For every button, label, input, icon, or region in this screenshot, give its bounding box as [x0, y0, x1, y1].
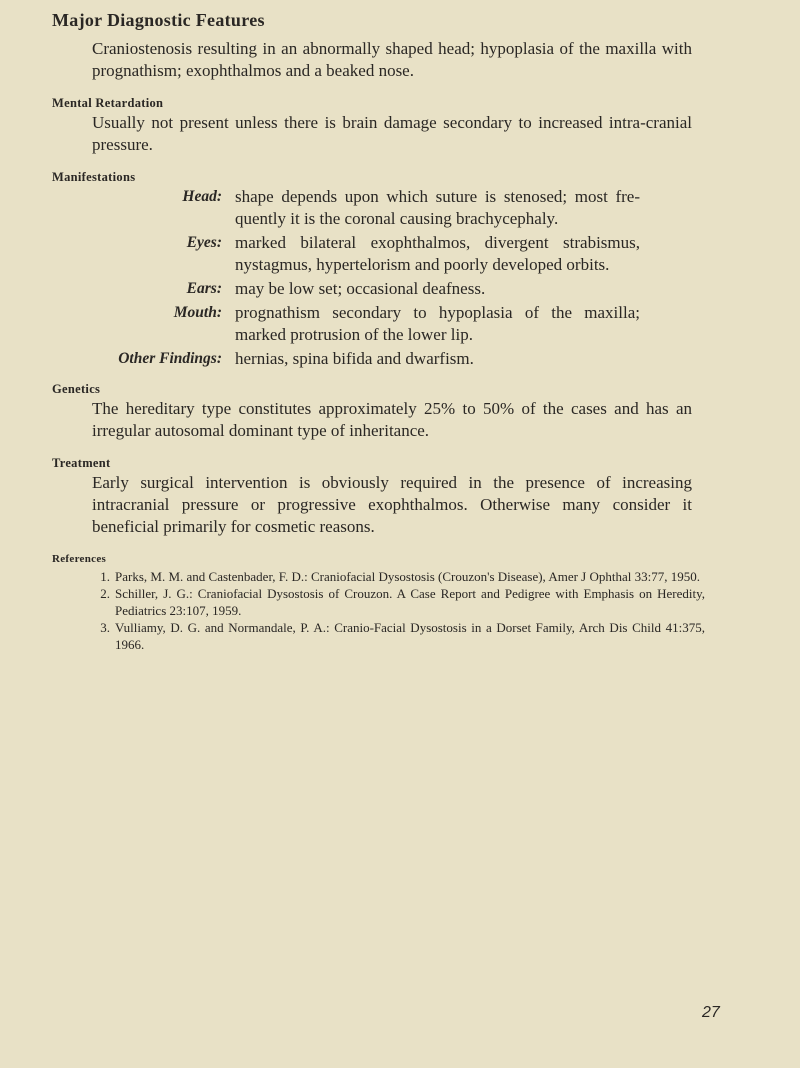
- manifestation-label: Eyes:: [186, 234, 222, 251]
- manifestation-mouth: [52, 302, 752, 346]
- manifestation-label: Other Findings:: [118, 350, 222, 367]
- manifestation-text: prognathism secondary to hypoplasia of the maxilla; marked protrusion of the lower lip.: [235, 303, 640, 344]
- reference-number: 2.: [100, 586, 110, 601]
- genetics-heading: Genetics: [52, 382, 101, 396]
- treatment-heading: Treatment: [52, 456, 111, 470]
- manifestation-label: Head:: [182, 188, 222, 205]
- manifestation-eyes: [52, 232, 752, 276]
- treatment-text: Early surgical intervention is obviously required in the presence of increasing intracranial pressure or progressive exophthalmos. Otherwise many consider it beneficial primarily for cosmetic reasons.: [92, 473, 692, 536]
- reference-number: 3.: [100, 620, 110, 635]
- manifestation-other: [52, 348, 752, 370]
- major-features-text: Craniostenosis resulting in an abnormally shaped head; hypoplasia of the maxilla with prognathism; exophthalmos and a beaked nose.: [92, 39, 692, 80]
- reference-text: Parks, M. M. and Castenbader, F. D.: Craniofacial Dysostosis (Crouzon's Disease), Amer J Ophthal 33:77, 1950.: [115, 569, 700, 584]
- mental-retardation-heading: Mental Retardation: [52, 96, 164, 110]
- reference-text: Vulliamy, D. G. and Normandale, P. A.: Cranio-Facial Dysostosis in a Dorset Family, Arch Dis Child 41:375, 1966.: [115, 620, 705, 652]
- references-heading: References: [52, 553, 107, 565]
- manifestation-label: Ears:: [186, 280, 222, 297]
- references-list: [52, 568, 752, 653]
- manifestation-text: marked bilateral exophthalmos, divergent strabismus, nystagmus, hypertelorism and poorly developed orbits.: [235, 233, 640, 274]
- reference-item: [52, 619, 752, 653]
- manifestation-text: may be low set; occasional deafness.: [235, 279, 486, 298]
- document-page: [52, 8, 752, 653]
- manifestations-heading: Manifestations: [52, 170, 136, 184]
- major-features-heading: Major Diagnostic Features: [52, 10, 265, 30]
- reference-item: [52, 585, 752, 619]
- genetics-text: The hereditary type constitutes approximately 25% to 50% of the cases and has an irregular autosomal dominant type of inheritance.: [92, 399, 692, 440]
- reference-text: Schiller, J. G.: Craniofacial Dysostosis of Crouzon. A Case Report and Pedigree with Emphasis on Heredity, Pediatrics 23:107, 1959.: [115, 586, 705, 618]
- manifestation-head: [52, 186, 752, 230]
- mental-retardation-text: Usually not present unless there is brain damage secondary to increased intra-cranial pressure.: [92, 113, 692, 154]
- reference-number: 1.: [100, 569, 110, 584]
- manifestation-text: hernias, spina bifida and dwarfism.: [235, 349, 474, 368]
- reference-item: [52, 568, 752, 585]
- manifestation-ears: [52, 278, 752, 300]
- manifestation-label: Mouth:: [173, 304, 222, 321]
- manifestations-list: [52, 186, 752, 370]
- page-number: 27: [702, 1004, 720, 1021]
- manifestation-text: shape depends upon which suture is stenosed; most fre-quently it is the coronal causing brachycephaly.: [235, 187, 640, 228]
